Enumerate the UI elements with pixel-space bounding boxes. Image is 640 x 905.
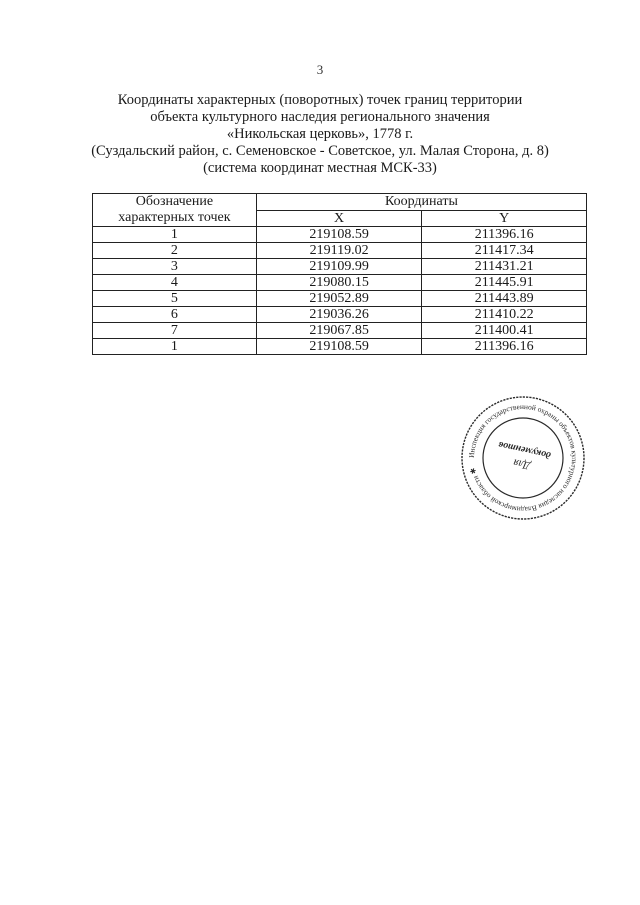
cell-y: 211410.22 [422, 307, 587, 323]
heading-line-1: Координаты характерных (поворотных) точек границ территории [117, 92, 523, 108]
cell-x: 219119.02 [256, 243, 422, 259]
page-number: 3 [316, 62, 324, 77]
cell-y: 211443.89 [422, 291, 587, 307]
table-row [93, 275, 587, 291]
table-header-row-1 [93, 194, 587, 211]
cell-point: 2 [93, 243, 257, 259]
cell-y: 211445.91 [422, 275, 587, 291]
header-y: Y [422, 210, 587, 227]
header-point-designation [93, 194, 257, 227]
cell-x: 219108.59 [256, 339, 422, 355]
cell-x: 219080.15 [256, 275, 422, 291]
coordinates-table [92, 193, 587, 355]
table-row [93, 323, 587, 339]
cell-x: 219052.89 [256, 291, 422, 307]
header-point-line-2: характерных точек [118, 210, 231, 225]
cell-x: 219108.59 [256, 227, 422, 243]
official-stamp [458, 393, 588, 523]
header-point-line-1: Обозначение [135, 194, 214, 209]
table-body [93, 227, 587, 355]
header-x: X [256, 210, 422, 227]
stamp-center-line-2: документов [497, 438, 552, 461]
cell-point: 6 [93, 307, 257, 323]
cell-point: 1 [93, 339, 257, 355]
cell-point: 7 [93, 323, 257, 339]
cell-y: 211396.16 [422, 339, 587, 355]
cell-x: 219036.26 [256, 307, 422, 323]
cell-x: 219067.85 [256, 323, 422, 339]
cell-point: 3 [93, 259, 257, 275]
table-row [93, 243, 587, 259]
heading-line-2: объекта культурного наследия регионального значения [150, 109, 490, 125]
cell-point: 5 [93, 291, 257, 307]
table-row [93, 291, 587, 307]
cell-y: 211417.34 [422, 243, 587, 259]
stamp-ring-text: Инспекция государственной охраны объектов культурного наследия Владимирской области ✱ [466, 401, 580, 515]
table-row [93, 259, 587, 275]
table-header [93, 194, 587, 227]
heading-line-5: (система координат местная МСК-33) [203, 160, 437, 176]
table-row [93, 307, 587, 323]
document-heading [40, 92, 600, 177]
cell-point: 4 [93, 275, 257, 291]
heading-line-3: «Никольская церковь», 1778 г. [226, 126, 414, 142]
table-row [93, 227, 587, 243]
stamp-center [494, 439, 552, 476]
heading-line-4: (Суздальский район, с. Семеновское - Советское, ул. Малая Сторона, д. 8) [91, 143, 549, 159]
cell-x: 219109.99 [256, 259, 422, 275]
cell-y: 211400.41 [422, 323, 587, 339]
cell-point: 1 [93, 227, 257, 243]
cell-y: 211396.16 [422, 227, 587, 243]
stamp-outer-ring [462, 397, 584, 519]
stamp-center-line-1: Для [512, 456, 532, 472]
header-coordinates: Координаты [256, 194, 586, 211]
cell-y: 211431.21 [422, 259, 587, 275]
table-row [93, 339, 587, 355]
